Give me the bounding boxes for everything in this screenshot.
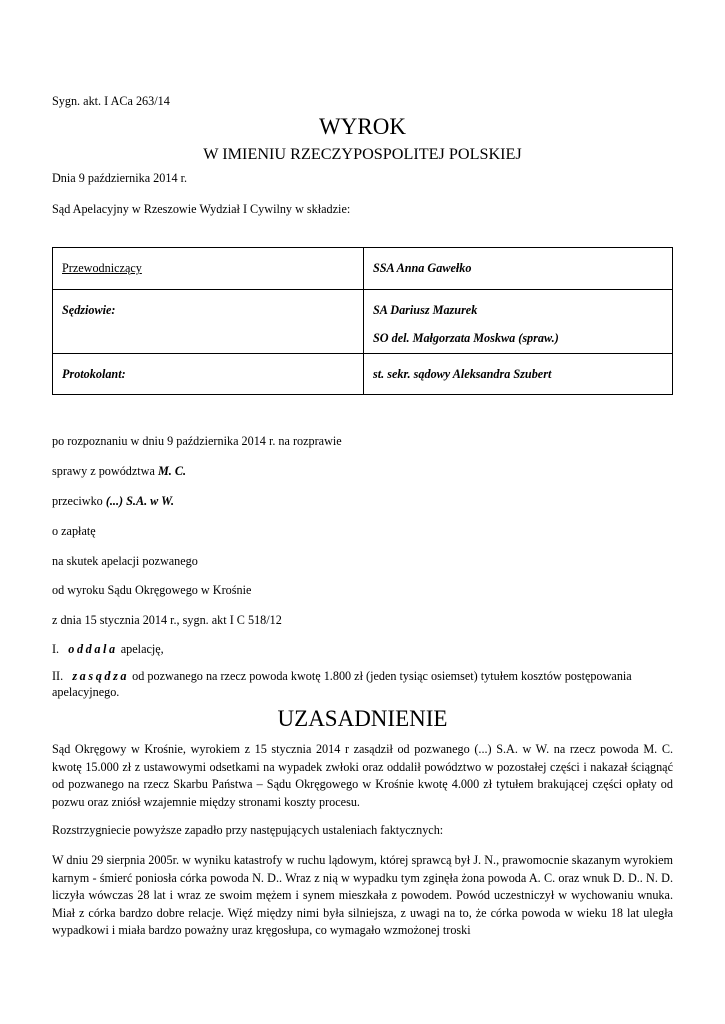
plaintiff-line [52,463,186,479]
verdict-item-1-verb: oddala [68,642,118,656]
clerk-label: Protokolant: [62,367,126,381]
justification-heading: UZASADNIENIE [277,706,448,731]
verdict-item-1 [52,641,164,657]
judges-value-cell [364,290,673,354]
plaintiff-prefix: sprawy z powództwa [52,464,158,478]
claim-subject: o zapłatę [52,524,96,538]
clerk-label-cell [53,354,364,395]
court-composition: Sąd Apelacyjny w Rzeszowie Wydział I Cywilny w składzie: [52,202,351,216]
presiding-label-cell [53,248,364,290]
presiding-judge: SSA Anna Gawełko [373,261,472,275]
presiding-value-cell [364,248,673,290]
verdict-item-1-text: apelację, [117,642,164,656]
clerk-name: st. sekr. sądowy Aleksandra Szubert [373,367,552,381]
panel-row-presiding [53,248,673,290]
lower-court-date: z dnia 15 stycznia 2014 r., sygn. akt I C 518/12 [52,613,282,627]
plaintiff-name: M. C. [157,464,187,478]
judgment-date: Dnia 9 października 2014 r. [52,171,188,185]
defendant-prefix: przeciwko [52,494,106,508]
hearing-line: po rozpoznaniu w dniu 9 października 2014 r. na rozprawie [52,434,342,448]
verdict-item-2 [52,668,673,701]
verdict-item-2-text: od pozwanego na rzecz powoda kwotę 1.800 zł (jeden tysiąc osiemset) tytułem kosztów postępowania apelacyjnego. [52,669,632,700]
clerk-value-cell [364,354,673,395]
verdict-item-2-verb: zasądza [72,669,130,683]
judges-label: Sędziowie: [62,303,116,317]
justification-paragraph-2: Rozstrzygniecie powyższe zapadło przy następujących ustaleniach faktycznych: [52,823,444,837]
presiding-label: Przewodniczący [62,261,142,275]
panel-table [52,247,673,395]
defendant-name: (...) S.A. w W. [105,494,175,508]
judges-label-cell [53,290,364,354]
document-title: WYROK [319,114,406,139]
document-subtitle: W IMIENIU RZECZYPOSPOLITEJ POLSKIEJ [203,145,522,163]
justification-paragraph-3: W dniu 29 sierpnia 2005r. w wyniku katastrofy w ruchu lądowym, której sprawcą był J. N., prawomocnie skazanym wyrokiem karnym - śmierć poniosła córka powoda N. D.. Wraz z nią w wypadku tym zginęła żona powoda A. C. oraz wnuk D. D.. N. D. liczyła wówczas 28 lat i wraz ze swoim mężem i synem mieszkała z powodem. Powód uczestniczył w wychowaniu wnuka. Miał z córka bardzo dobre relacje. Więź między nimi była silniejsza, z uwagi na to, że córka powoda w wieku 18 lat uległa wypadkowi i miała bardzo poważny uraz kręgosłupa, co wymagało wzmożonej troski [52,853,673,937]
panel-row-judges [53,290,673,354]
judge-2: SO del. Małgorzata Moskwa (spraw.) [373,331,559,346]
justification-paragraph-1: Sąd Okręgowy w Krośnie, wyrokiem z 15 stycznia 2014 r zasądził od pozwanego (...) S.A. w W. na rzecz powoda M. C. kwotę 15.000 zł z ustawowymi odsetkami na wypadek zwłoki oraz oddalił powództwo w pozostałej części i nakazał ściągnąć od pozwanego na rzecz Skarbu Państwa – Sądu Okręgowego w Krośnie kwotę 4.000 zł tytułem brakującej części opłaty od pozwu oraz zniósł wzajemnie między stronami koszty procesu. [52,742,673,809]
lower-court-line: od wyroku Sądu Okręgowego w Krośnie [52,583,252,597]
judge-1: SA Dariusz Mazurek [373,303,478,317]
panel-row-clerk [53,354,673,395]
case-signature: Sygn. akt. I ACa 263/14 [52,94,170,108]
verdict-item-1-number: I. [52,642,60,656]
verdict-item-2-number: II. [52,669,64,683]
defendant-line [52,493,174,509]
appeal-line: na skutek apelacji pozwanego [52,554,198,568]
